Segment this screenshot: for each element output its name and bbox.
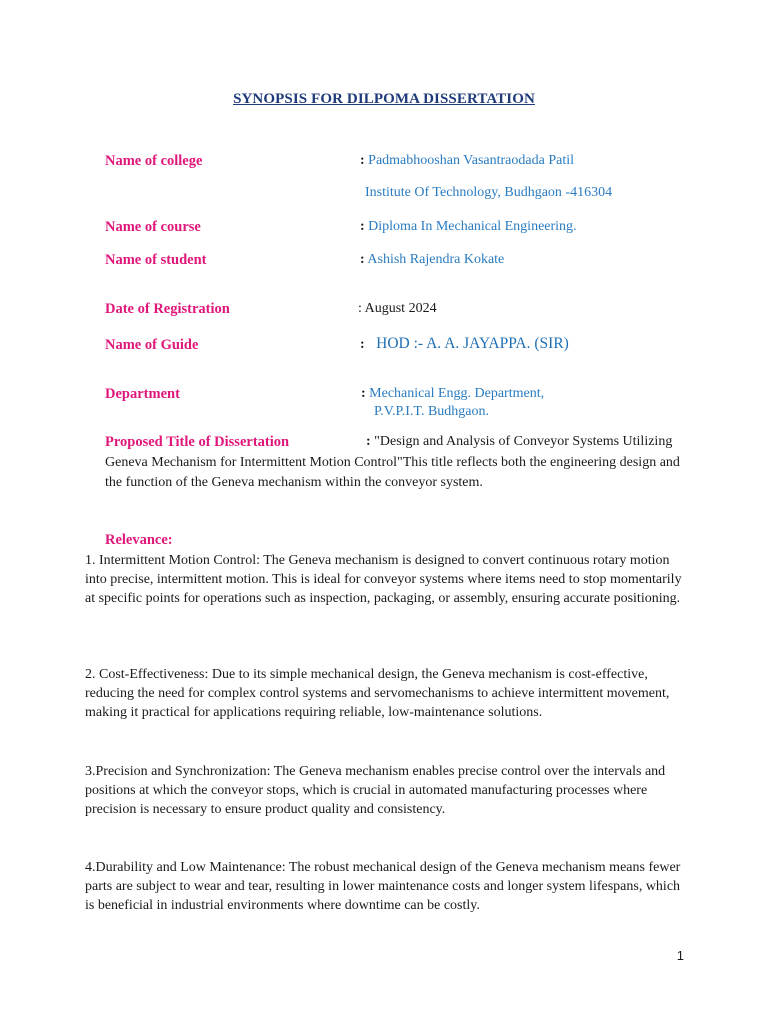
- guide-label: Name of Guide: [105, 337, 199, 353]
- department-label: Department: [105, 386, 180, 402]
- student-colon: :: [360, 252, 365, 267]
- relevance-heading: Relevance:: [105, 532, 173, 548]
- registration-value: : August 2024: [358, 301, 437, 316]
- guide-colon: :: [360, 337, 365, 352]
- department-value-line2: P.V.P.I.T. Budhgaon.: [374, 404, 490, 419]
- course-label: Name of course: [105, 219, 201, 235]
- relevance-point-1: 1. Intermittent Motion Control: The Geneva mechanism is designed to convert continuous rotary motion into precise, intermittent motion. This is ideal for conveyor systems where items need to stop momentarily at specific points for operations such as inspection, packaging, or assembly, ensuring accurate positioning.: [85, 553, 682, 607]
- college-colon: :: [360, 153, 365, 168]
- course-value-text: Diploma In Mechanical Engineering.: [368, 219, 577, 234]
- student-value: [360, 252, 504, 268]
- college-label: Name of college: [105, 153, 203, 169]
- proposed-title-colon: :: [366, 434, 371, 449]
- proposed-title-value-line1: "Design and Analysis of Conveyor Systems Utilizing: [374, 434, 673, 449]
- course-colon: :: [360, 219, 365, 234]
- guide-value-text: HOD :- A. A. JAYAPPA. (SIR): [376, 335, 569, 352]
- department-value: [361, 386, 544, 402]
- relevance-point-2: 2. Cost-Effectiveness: Due to its simple mechanical design, the Geneva mechanism is cost-effective, reducing the need for complex control systems and servomechanisms to achieve intermittent movement, making it practical for applications requiring reliable, low-maintenance solutions.: [85, 667, 670, 721]
- guide-value: [360, 335, 569, 353]
- relevance-point-4: 4.Durability and Low Maintenance: The robust mechanical design of the Geneva mechanism means fewer parts are subject to wear and tear, resulting in lower maintenance costs and longer system lifespans, which is beneficial in industrial environments where downtime can be costly.: [85, 860, 681, 914]
- relevance-point-3: 3.Precision and Synchronization: The Geneva mechanism enables precise control over the intervals and positions at which the conveyor stops, which is crucial in automated manufacturing processes where precision is necessary to ensure product quality and consistency.: [85, 764, 666, 818]
- college-value-line2: Institute Of Technology, Budhgaon -416304: [365, 185, 613, 200]
- department-colon: :: [361, 386, 366, 401]
- college-value: [360, 153, 574, 169]
- registration-label: Date of Registration: [105, 301, 230, 317]
- course-value: [360, 219, 577, 235]
- document-title: SYNOPSIS FOR DILPOMA DISSERTATION: [233, 91, 535, 107]
- page-number: 1: [676, 948, 684, 963]
- student-label: Name of student: [105, 252, 207, 268]
- proposed-title-value-rest: Geneva Mechanism for Intermittent Motion Control"This title reflects both the engineering design and the function of the Geneva mechanism within the conveyor system.: [105, 455, 680, 490]
- proposed-title-label: Proposed Title of Dissertation: [105, 434, 290, 450]
- student-value-text: Ashish Rajendra Kokate: [367, 252, 505, 267]
- department-value-line1: Mechanical Engg. Department,: [369, 386, 545, 401]
- college-value-line1: Padmabhooshan Vasantraodada Patil: [368, 153, 574, 168]
- proposed-title-first-line: [366, 434, 672, 450]
